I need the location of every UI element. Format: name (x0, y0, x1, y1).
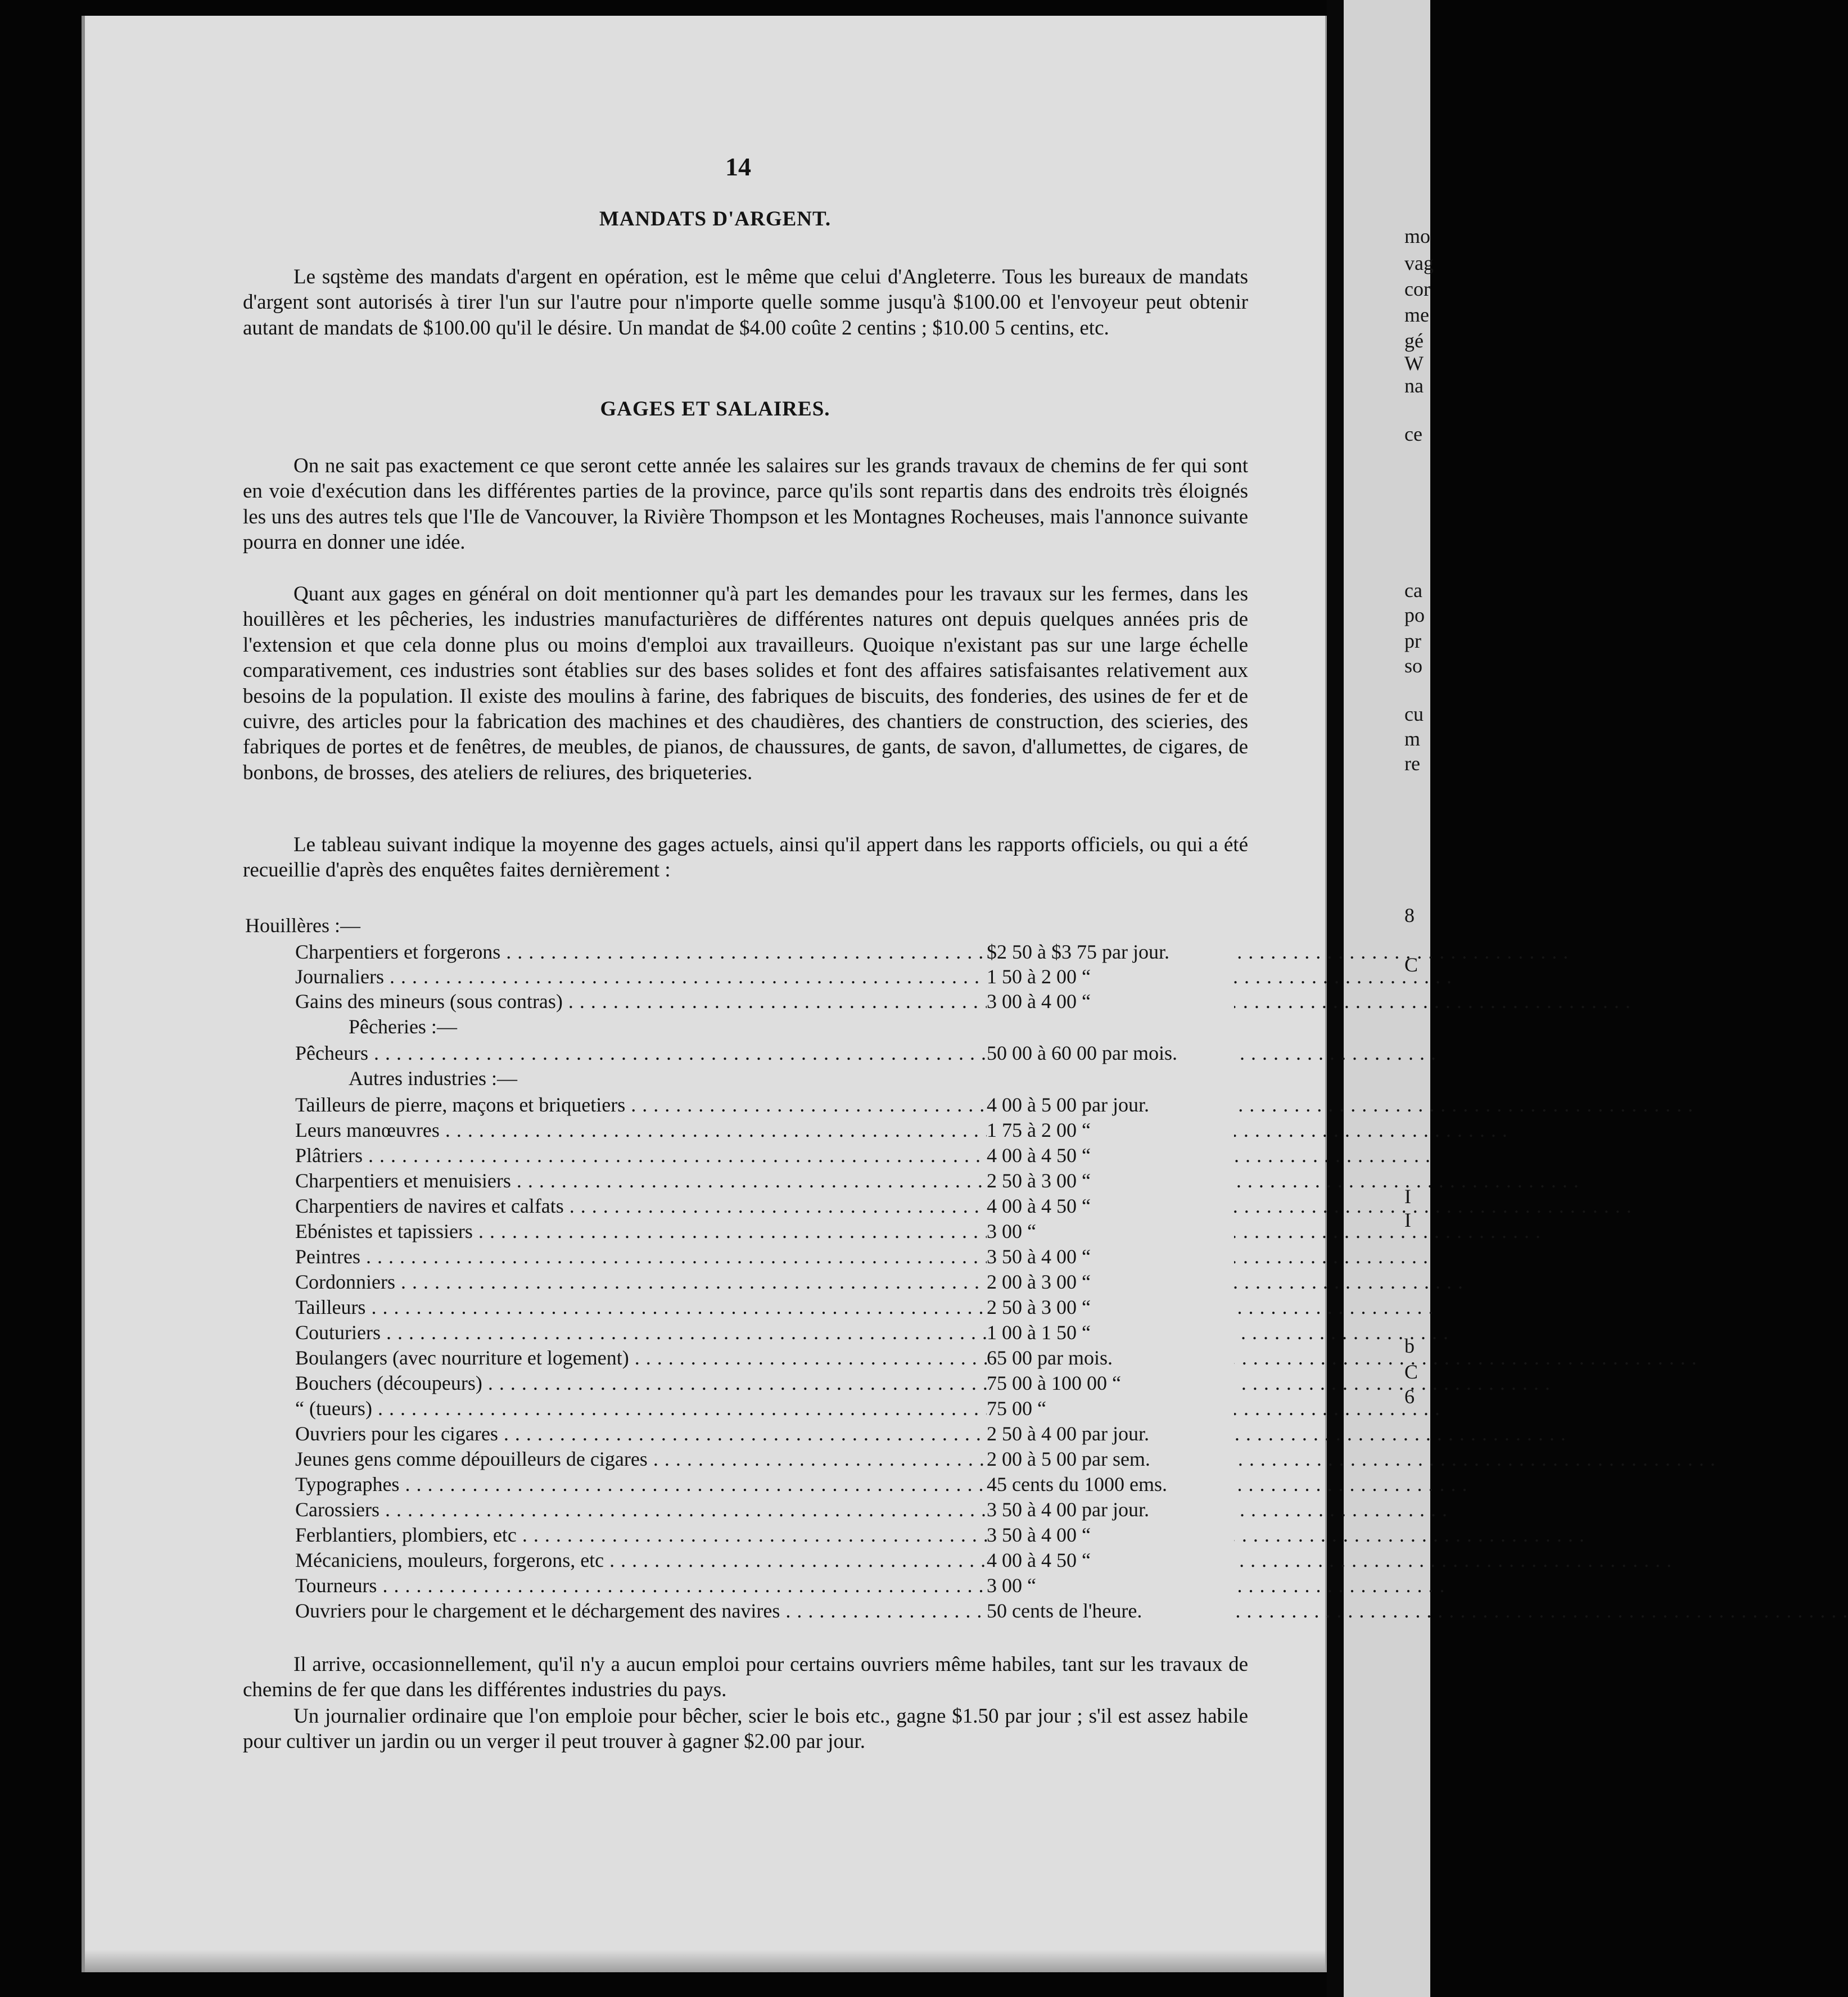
row-value: 1 50 à 2 00 “ (987, 964, 1234, 989)
row-value: 2 00 à 5 00 par sem. (987, 1447, 1234, 1471)
table-row (0, 989, 1430, 1014)
row-value: 3 50 à 4 00 “ (987, 1522, 1234, 1547)
paragraph-mandats: Le sqstème des mandats d'argent en opération, est le même que celui d'Angleterre. Tous les bureaux de mandats d'argent sont autorisés à tirer l'un sur l'autre pour n'importe quelle somme jusqu'à $100.00 et l'envoyeur peut obtenir autant de mandats de $100.00 qu'il le désire. Un mandat de $4.00 coûte 2 centins ; $10.00 5 centins, etc. (243, 265, 1248, 340)
table-row (0, 1295, 1430, 1320)
facing-fragment: gé (1404, 329, 1424, 352)
row-value: 2 00 à 3 00 “ (987, 1269, 1234, 1294)
row-value: $2 50 à $3 75 par jour. (987, 939, 1234, 964)
table-row (0, 1041, 1430, 1065)
row-label: Carossiers . . . (295, 1497, 987, 1522)
table-row (0, 1598, 1430, 1623)
row-label: Peintres . . . (295, 1244, 987, 1269)
row-value: 4 00 à 4 50 “ (987, 1194, 1234, 1218)
row-label: Charpentiers de navires et calfats . . . (295, 1194, 987, 1218)
row-value: 1 75 à 2 00 “ (987, 1118, 1234, 1142)
facing-fragment: m (1404, 728, 1421, 750)
row-value: 3 50 à 4 00 par jour. (987, 1497, 1234, 1522)
facing-fragment: cor (1404, 278, 1430, 300)
table-row (0, 1396, 1430, 1421)
row-value: 4 00 à 4 50 “ (987, 1548, 1234, 1573)
table-row (0, 1522, 1430, 1547)
paragraph-gages-2: Quant aux gages en général on doit mentionner qu'à part les demandes pour les travaux sur les fermes, dans les houillères et les pêcheries, les industries manufacturières de différentes natures ont depuis quelques années pris de l'extension et que cela donne plus ou moins d'emploi aux travailleurs. Quoique n'existant pas sur une large échelle comparativement, ces industries sont établies sur des bases solides et font des affaires satisfaisantes relativement aux besoins de la population. Il existe des moulins à farine, des fabriques de biscuits, des fonderies, des usines de fer et de cuivre, des articles pour la fabrication des machines et des chaudières, des chantiers de construction, des scieries, des fabriques de portes et de fenêtres, de meubles, de pianos, de chaussures, de gants, de savon, d'allumettes, de cigares, de bonbons, de brosses, des ateliers de reliures, des briqueteries. (243, 582, 1248, 784)
row-label: Cordonniers . . . (295, 1269, 987, 1294)
row-label: Boulangers (avec nourriture et logement) . . . (295, 1345, 987, 1370)
facing-fragment: po (1404, 604, 1425, 626)
facing-fragment: ce (1404, 423, 1422, 445)
table-row (0, 1447, 1430, 1471)
row-label: Charpentiers et menuisiers . . . (295, 1168, 987, 1193)
row-value: 50 cents de l'heure. (987, 1598, 1234, 1623)
row-label: Mécaniciens, mouleurs, forgerons, etc . . . (295, 1548, 987, 1573)
row-value: 75 00 à 100 00 “ (987, 1371, 1234, 1395)
row-value: 4 00 à 4 50 “ (987, 1143, 1234, 1168)
paragraph-gages-3: Le tableau suivant indique la moyenne des gages actuels, ainsi qu'il appert dans les rapports officiels, ou qui a été recueillie d'après des enquêtes faites dernièrement : (243, 833, 1248, 882)
row-value: 2 50 à 4 00 par jour. (987, 1421, 1234, 1446)
table-row (0, 1143, 1430, 1168)
facing-fragment: na (1404, 374, 1424, 397)
row-label: Tourneurs . . . (295, 1573, 987, 1598)
table-row (0, 1371, 1430, 1395)
row-label: Ouvriers pour les cigares . . . (295, 1421, 987, 1446)
table-row (0, 1320, 1430, 1345)
row-value: 3 00 “ (987, 1219, 1234, 1244)
row-label: Jeunes gens comme dépouilleurs de cigares . . . (295, 1447, 987, 1471)
facing-fragment: C (1404, 954, 1418, 976)
table-row (0, 1092, 1430, 1117)
page-number: 14 (725, 152, 751, 181)
facing-fragment: I (1404, 1185, 1411, 1208)
facing-fragment: b (1404, 1335, 1415, 1357)
facing-fragment: I (1404, 1209, 1411, 1231)
table-row (0, 1497, 1430, 1522)
section-houilleres: Houillères :— (245, 914, 360, 937)
row-value: 75 00 “ (987, 1396, 1234, 1421)
section-autres-industries: Autres industries :— (349, 1067, 517, 1090)
row-label: Plâtriers . . . (295, 1143, 987, 1168)
row-value: 2 50 à 3 00 “ (987, 1168, 1234, 1193)
row-label: Tailleurs de pierre, maçons et briquetiers . . . (295, 1092, 987, 1117)
facing-fragment: mo (1404, 225, 1431, 247)
row-label: Charpentiers et forgerons . . . (295, 939, 987, 964)
table-row (0, 1269, 1430, 1294)
row-label: Couturiers . . . (295, 1320, 987, 1345)
row-label: Ferblantiers, plombiers, etc . . . (295, 1522, 987, 1547)
row-label: Tailleurs . . . (295, 1295, 987, 1320)
facing-fragment: W (1404, 352, 1424, 374)
row-label: Bouchers (découpeurs) . . . (295, 1371, 987, 1395)
row-value: 3 00 “ (987, 1573, 1234, 1598)
facing-fragment: 6 (1404, 1385, 1415, 1408)
facing-fragment: C (1404, 1361, 1418, 1383)
section-pecheries: Pêcheries :— (349, 1015, 457, 1038)
table-row (0, 1219, 1430, 1244)
table-row (0, 1168, 1430, 1193)
facing-fragment: re (1404, 752, 1420, 775)
heading-gages: GAGES ET SALAIRES. (600, 397, 830, 421)
table-row (0, 939, 1430, 964)
row-value: 45 cents du 1000 ems. (987, 1472, 1234, 1497)
paragraph-closing-1: Il arrive, occasionnellement, qu'il n'y a aucun emploi pour certains ouvriers même habiles, tant sur les travaux de chemins de fer que dans les différentes industries du pays. (243, 1653, 1248, 1702)
table-row (0, 1244, 1430, 1269)
row-value: 1 00 à 1 50 “ (987, 1320, 1234, 1345)
paragraph-closing-2: Un journalier ordinaire que l'on emploie pour bêcher, scier le bois etc., gagne $1.50 par jour ; s'il est assez habile pour cultiver un jardin ou un verger il peut trouver à gagner $2.00 par jour. (243, 1705, 1248, 1754)
row-value: 2 50 à 3 00 “ (987, 1295, 1234, 1320)
row-label: Typographes . . . (295, 1472, 987, 1497)
row-label: Ouvriers pour le chargement et le déchargement des navires . . . (295, 1598, 987, 1623)
facing-fragment: cu (1404, 703, 1424, 725)
row-label: Pêcheurs . . . (295, 1041, 987, 1065)
heading-mandats: MANDATS D'ARGENT. (599, 207, 832, 231)
facing-fragment: so (1404, 654, 1423, 677)
row-value: 65 00 par mois. (987, 1345, 1234, 1370)
table-row (0, 1118, 1430, 1142)
table-row (0, 1573, 1430, 1598)
table-row (0, 1472, 1430, 1497)
facing-fragment: ca (1404, 579, 1422, 602)
facing-fragment: 8 (1404, 904, 1415, 927)
row-label: Gains des mineurs (sous contras) . . . (295, 989, 987, 1014)
row-label: “ (tueurs) . . . (295, 1396, 987, 1421)
facing-fragment: pr (1404, 630, 1421, 652)
row-value: 3 00 à 4 00 “ (987, 989, 1234, 1014)
table-row (0, 1345, 1430, 1370)
row-value: 3 50 à 4 00 “ (987, 1244, 1234, 1269)
table-row (0, 964, 1430, 989)
row-label: Ebénistes et tapissiers . . . (295, 1219, 987, 1244)
paragraph-gages-1: On ne sait pas exactement ce que seront cette année les salaires sur les grands travaux de chemins de fer qui sont en voie d'exécution dans les différentes parties de la province, parce qu'ils sont repartis dans des endroits très éloignés les uns des autres tels que l'Ile de Vancouver, la Rivière Thompson et les Montagnes Rocheuses, mais l'annonce suivante pourra en donner une idée. (243, 454, 1248, 554)
row-value: 50 00 à 60 00 par mois. (987, 1041, 1234, 1065)
facing-fragment: me (1404, 304, 1429, 326)
table-row (0, 1421, 1430, 1446)
row-value: 4 00 à 5 00 par jour. (987, 1092, 1234, 1117)
row-label: Leurs manœuvres . . . (295, 1118, 987, 1142)
table-row (0, 1194, 1430, 1218)
table-row (0, 1548, 1430, 1573)
facing-fragment: vag (1404, 252, 1434, 274)
row-label: Journaliers . . . (295, 964, 987, 989)
